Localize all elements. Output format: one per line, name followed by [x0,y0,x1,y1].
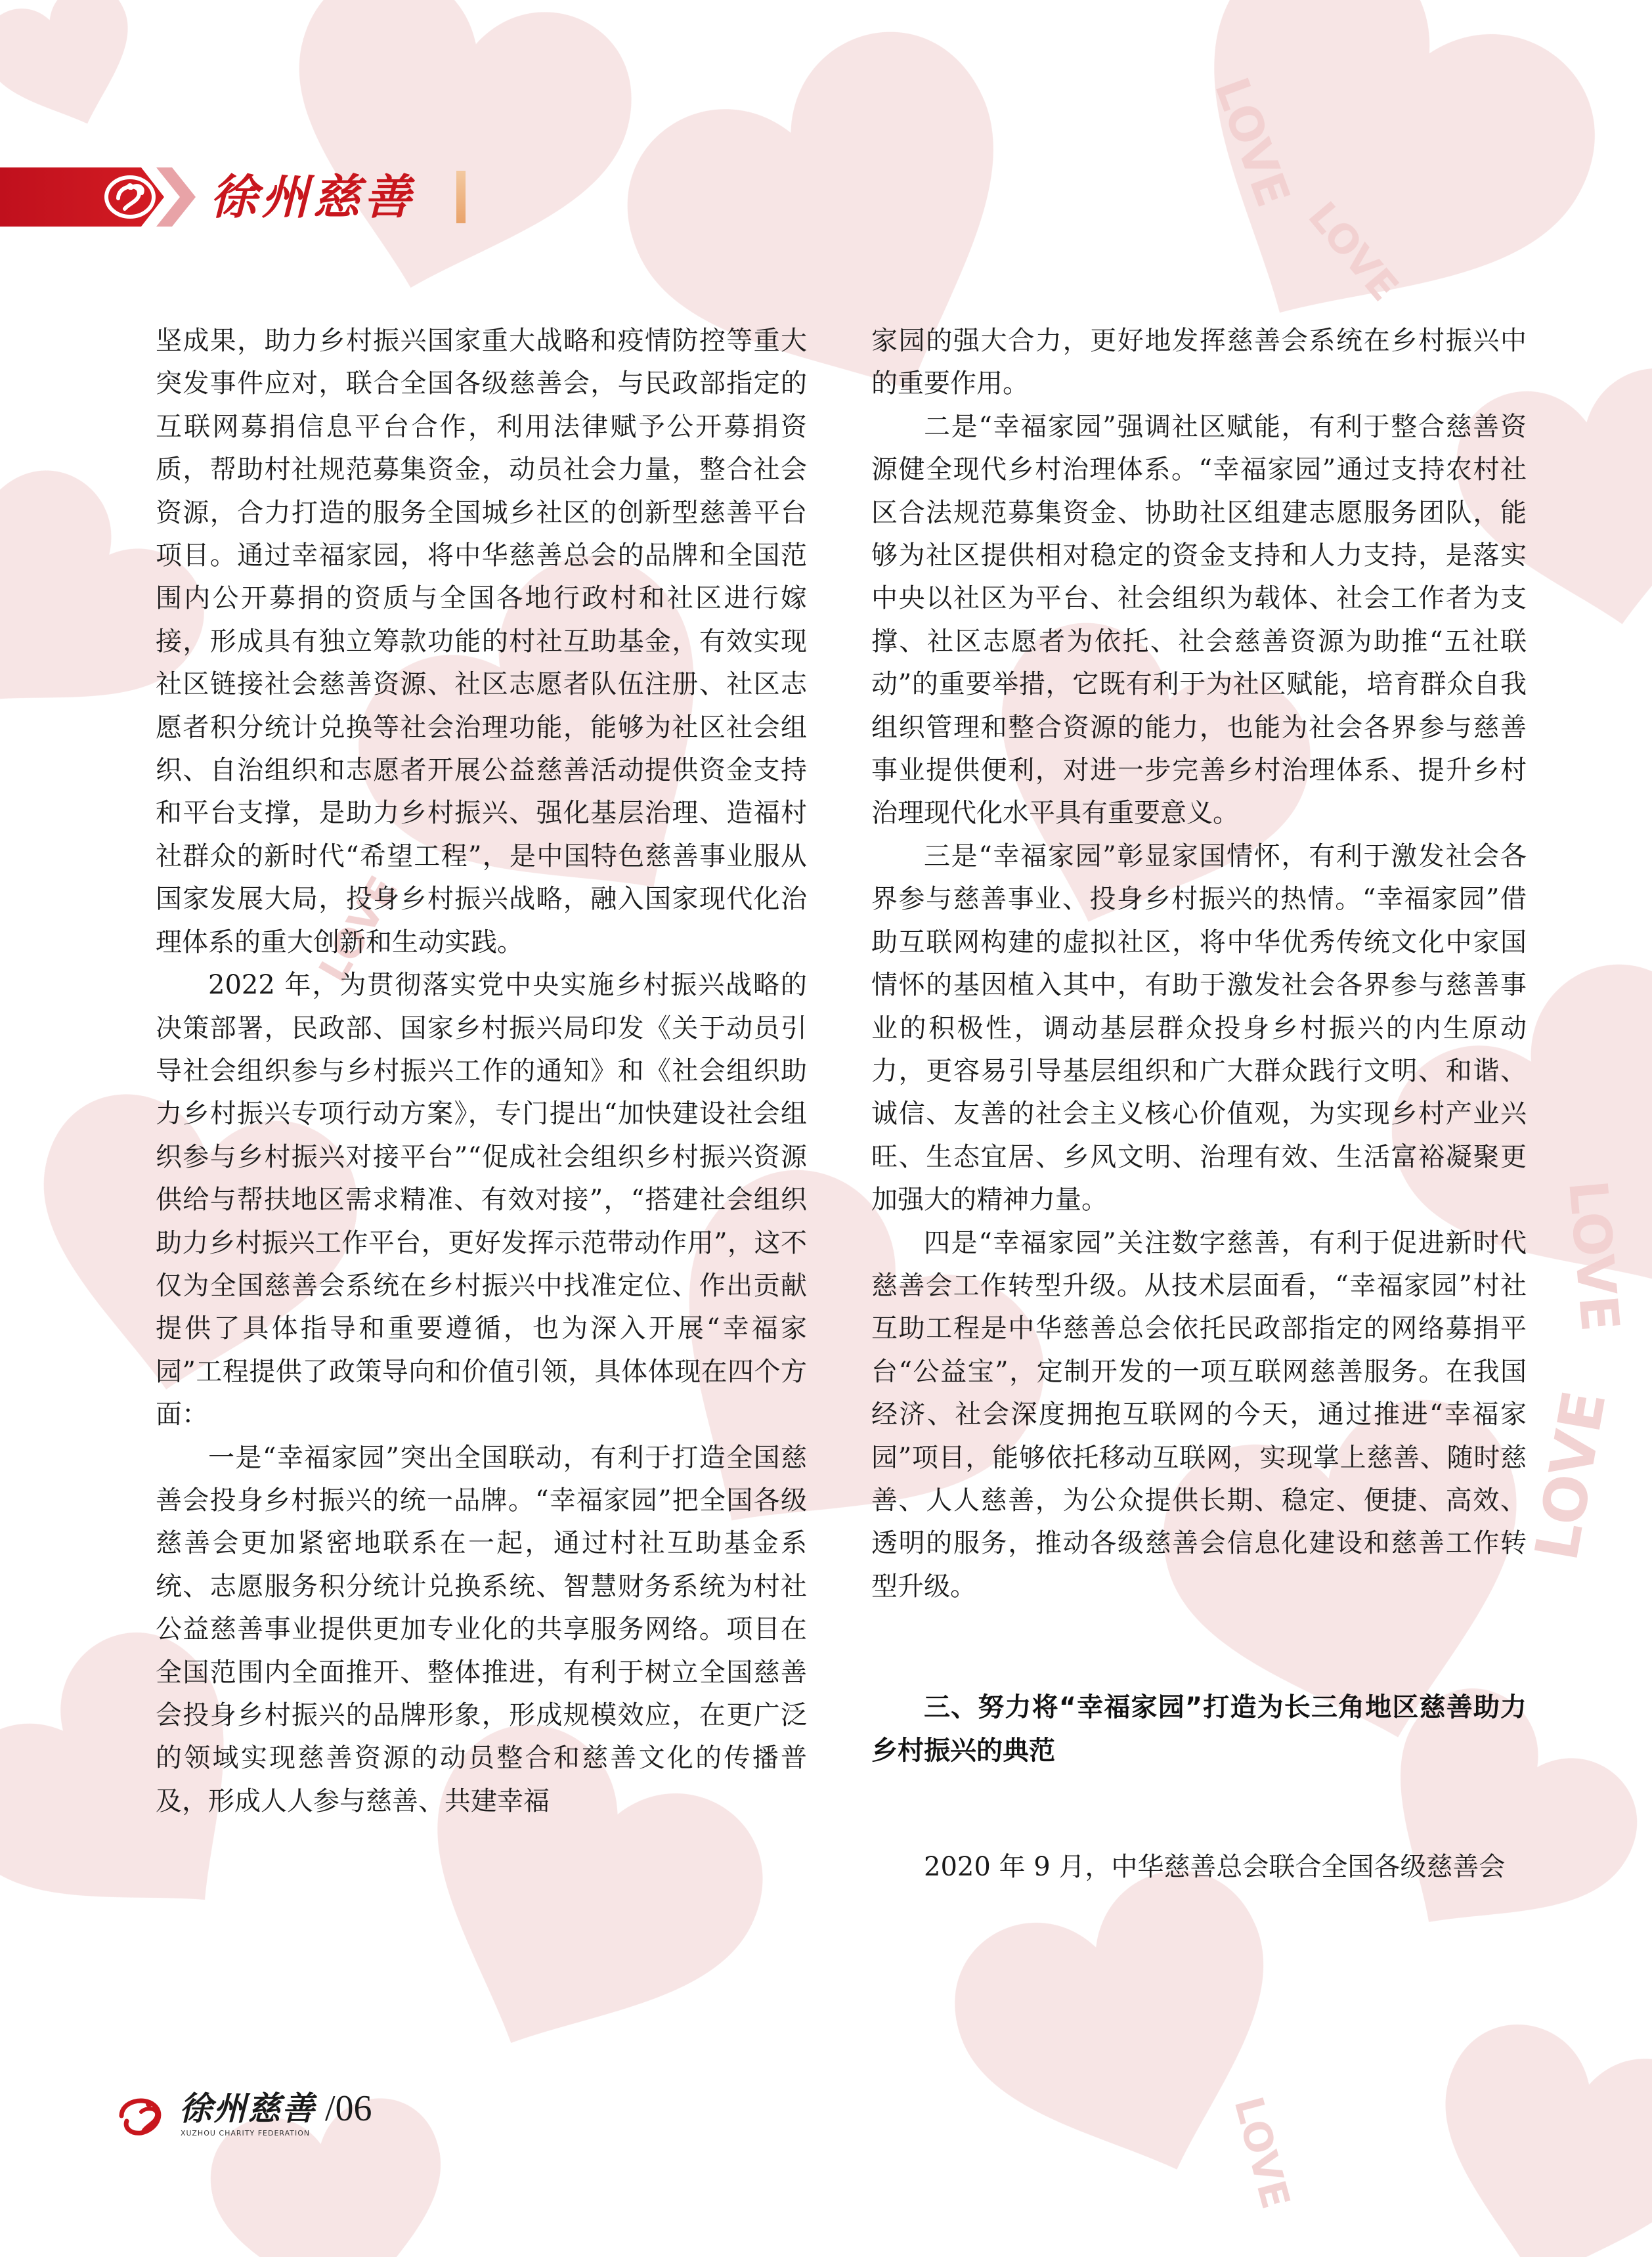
love-watermark: LOVE [1522,1386,1620,1566]
footer-logo-icon [115,2092,177,2139]
love-watermark: LOVE [1299,193,1408,311]
paragraph: 家园的强大合力，更好地发挥慈善会系统在乡村振兴中的重要作用。 [871,326,1527,399]
paragraph: 三是“幸福家园”彰显家国情怀，有利于激发社会各界参与慈善事业、投身乡村振兴的热情。“幸福家园”借助互联网构建的虚拟社区，将中华优秀传统文化中家国情怀的基因植入其中，有助于激发社会各界参与慈善事业的积极性，调动基层群众投身乡村振兴的内生原动力，更容易引导基层组织和广大群众践行文明、和谐、诚信、友善的社会主义核心价值观，为实现乡村产业兴旺、生态宜居、乡风文明、治理有效、生活富裕凝聚更加强大的精神力量。 [871,841,1527,1216]
paragraph: 四是“幸福家园”关注数字慈善，有利于促进新时代慈善会工作转型升级。从技术层面看，“幸福家园”村社互助工程是中华慈善总会依托民政部指定的网络募捐平台“公益宝”，定制开发的一项互联网慈善服务。在我国经济、社会深度拥抱互联网的今天，通过推进“幸福家园”项目，能够依托移动互联网，实现掌上慈善、随时慈善、人人慈善，为公众提供长期、稳定、便捷、高效、透明的服务，推动各级慈善会信息化建设和慈善工作转型升级。 [871,1227,1527,1602]
left-column [156,320,807,1823]
love-watermark: LOVE [310,868,407,990]
paragraph: 一是“幸福家园”突出全国联动，有利于打造全国慈善会投身乡村振兴的统一品牌。“幸福家园”把全国各级慈善会更加紧密地联系在一起，通过村社互助基金系统、志愿服务积分统计兑换系统、智慧财务系统为村社公益慈善事业提供更加专业化的共享服务网络。项目在全国范围内全面推开、整体推进，有利于树立全国慈善会投身乡村振兴的品牌形象，形成规模效应，在更广泛的领域实现慈善资源的动员整合和慈善文化的传播普及，形成人人参与慈善、共建幸福 [156,1442,807,1816]
love-watermark: LOVE [1557,1177,1631,1334]
section-heading: 三、努力将“幸福家园”打造为长三角地区慈善助力乡村振兴的典范 [871,1692,1527,1766]
header-banner [0,161,473,233]
heart-shape [0,0,156,149]
header-title: 徐州慈善 [210,169,416,225]
love-watermark: LOVE [1225,2092,1299,2214]
footer-publication-name: 徐州慈善 [179,2089,316,2128]
footer-publication-name-en: XUZHOU CHARITY FEDERATION [181,2129,311,2137]
love-watermark: LOVE [1204,70,1301,214]
footer [115,2088,443,2147]
page-number: /06 [325,2088,372,2129]
charity-logo-icon [98,171,164,223]
paragraph: 坚成果，助力乡村振兴国家重大战略和疫情防控等重大突发事件应对，联合全国各级慈善会，与民政部指定的互联网募捐信息平台合作，利用法律赋予公开募捐资质，帮助村社规范募集资金，动员社会力量，整合社会资源，合力打造的服务全国城乡社区的创新型慈善平台项目。通过幸福家园，将中华慈善总会的品牌和全国范围内公开募捐的资质与全国各地行政村和社区进行嫁接，形成具有独立筹款功能的村社互助基金，有效实现社区链接社会慈善资源、社区志愿者队伍注册、社区志愿者积分统计兑换等社会治理功能，能够为社区社会组织、自治组织和志愿者开展公益慈善活动提供资金支持和平台支撑，是助力乡村振兴、强化基层治理、造福村社群众的新时代“希望工程”，是中国特色慈善事业服从国家发展大局，投身乡村振兴战略，融入国家现代化治理体系的重大创新和生动实践。 [156,326,807,957]
paragraph: 二是“幸福家园”强调社区赋能，有利于整合慈善资源健全现代乡村治理体系。“幸福家园”通过支持农村社区合法规范募集资金、协助社区组建志愿服务团队，能够为社区提供相对稳定的资金支持和人力支持，是落实中央以社区为平台、社会组织为载体、社会工作者为支撑、社区志愿者为依托、社会慈善资源为助推“五社联动”的重要举措，它既有利于为社区赋能，培育群众自我组织管理和整合资源的能力，也能为社会各界参与慈善事业提供便利，对进一步完善乡村治理体系、提升乡村治理现代化水平具有重要意义。 [871,411,1527,829]
paragraph: 2022 年，为贯彻落实党中央实施乡村振兴战略的决策部署，民政部、国家乡村振兴局印发《关于动员引导社会组织参与乡村振兴工作的通知》和《社会组织助力乡村振兴专项行动方案》，专门提出“加快建设社会组织参与乡村振兴对接平台”“促成社会组织乡村振兴资源供给与帮扶地区需求精准、有效对接”，“搭建社会组织助力乡村振兴工作平台，更好发挥示范带动作用”，这不仅为全国慈善会系统在乡村振兴中找准定位、作出贡献提供了具体指导和重要遵循，也为深入开展“幸福家园”工程提供了政策导向和价值引领，具体体现在四个方面： [156,970,807,1430]
paragraph: 2020 年 9 月，中华慈善总会联合全国各级慈善会 [924,1852,1506,1883]
right-column [871,320,1527,1889]
banner-accent-bar [456,171,466,223]
heart-shape [1404,2009,1652,2257]
